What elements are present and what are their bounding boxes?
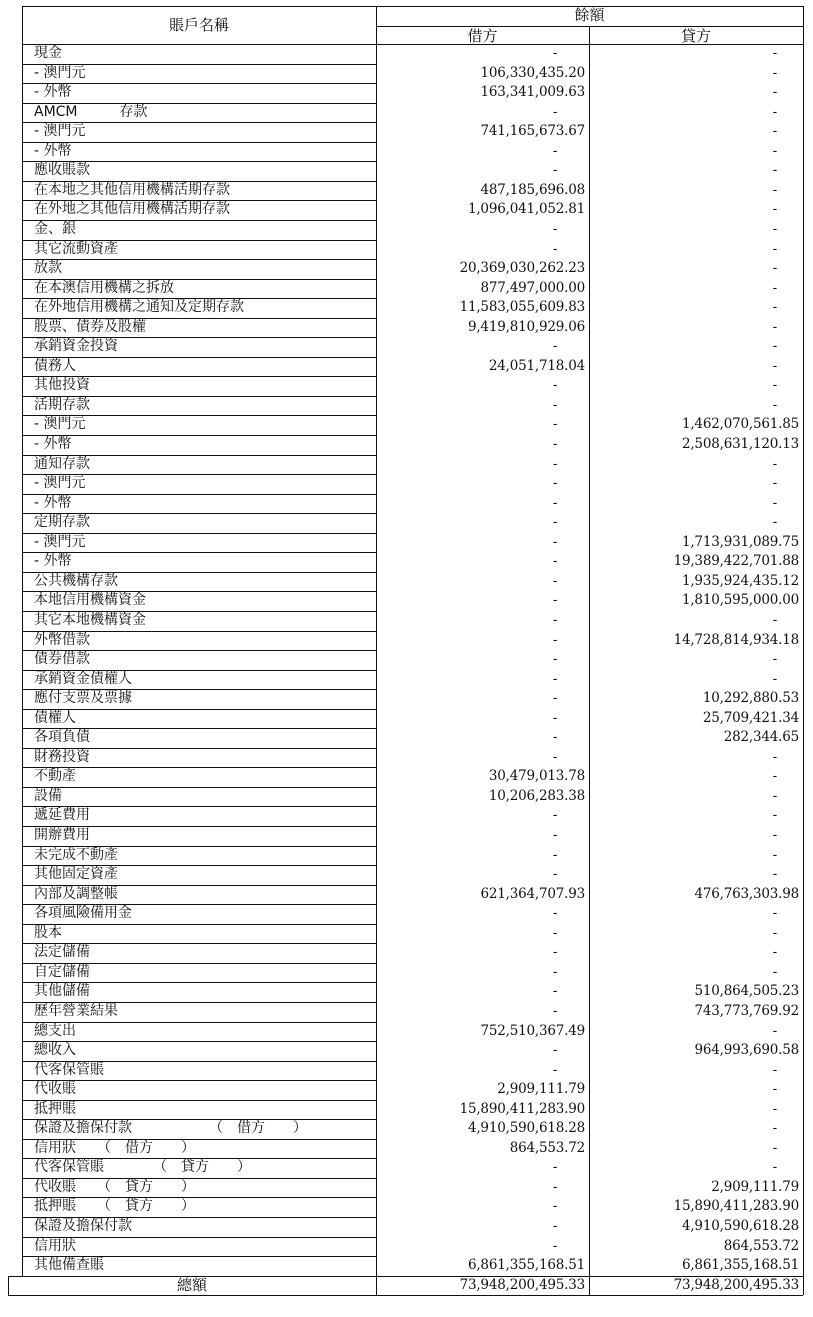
credit-cell: - (772, 651, 777, 668)
credit-cell: 1,462,070,561.85 (681, 416, 799, 433)
debit-cell: - (552, 1042, 558, 1059)
credit-cell: - (772, 1081, 777, 1098)
account-name-cell: 未完成不動產 (34, 846, 118, 863)
credit-cell: 743,773,769.92 (694, 1002, 799, 1019)
credit-cell: 4,910,590,618.28 (681, 1218, 799, 1234)
debit-cell: 2,909,111.79 (497, 1081, 585, 1098)
account-name-cell: 財務投資 (34, 748, 90, 765)
debit-cell: - (552, 162, 558, 179)
account-name-cell: - 澳門元 (34, 64, 86, 81)
account-name-cell: 其他儲備 (34, 983, 90, 1000)
credit-cell: 1,713,931,089.75 (681, 533, 799, 550)
account-name-cell: 在外地之其他信用機構活期存款 (34, 201, 230, 218)
header-bottom-border (22, 44, 803, 45)
debit-cell: 6,861,355,168.51 (467, 1257, 585, 1274)
debit-cell: 4,910,590,618.28 (467, 1120, 585, 1137)
debit-cell: 163,341,009.63 (480, 84, 585, 101)
debit-cell: - (552, 729, 558, 746)
account-name-cell: 不動產 (34, 768, 76, 785)
debit-cell: - (552, 103, 558, 120)
debit-cell: - (552, 651, 558, 668)
account-name-cell: 股本 (34, 924, 62, 941)
debit-cell: 11,583,055,609.83 (459, 299, 585, 316)
credit-cell: - (772, 1100, 777, 1117)
account-name-cell: 在外地信用機構之通知及定期存款 (34, 299, 244, 316)
account-name-cell: 在本澳信用機構之拆放 (34, 279, 174, 296)
credit-cell: - (772, 905, 777, 922)
debit-cell: 20,369,030,262.23 (459, 260, 585, 277)
credit-cell: 2,909,111.79 (711, 1178, 799, 1195)
account-name-cell: - 澳門元 (34, 475, 86, 492)
debit-cell: - (552, 45, 558, 61)
debit-cell: - (552, 670, 558, 687)
header-debit: 借方 (467, 27, 498, 45)
credit-cell: - (772, 455, 777, 472)
account-name-cell: 抵押賬 （ 貸方 ） (34, 1198, 195, 1215)
table-top-border (22, 6, 803, 7)
credit-cell: 964,993,690.58 (694, 1042, 799, 1059)
debit-cell: - (552, 142, 558, 159)
credit-cell: 2,508,631,120.13 (681, 436, 799, 452)
debit-cell: 106,330,435.20 (480, 64, 585, 81)
account-name-cell: 金、銀 (34, 220, 76, 237)
account-name-cell: 遞延費用 (34, 807, 90, 824)
credit-cell: - (772, 318, 777, 335)
debit-cell: 9,419,810,929.06 (467, 318, 585, 335)
credit-cell: - (772, 84, 777, 101)
header-credit: 貸方 (680, 27, 711, 45)
account-name-cell: 債務人 (34, 357, 76, 374)
account-name-cell: 外幣借款 (34, 631, 90, 648)
debit-cell: - (552, 866, 558, 883)
debit-cell: - (552, 963, 558, 980)
credit-cell: - (772, 181, 777, 198)
debit-cell: 752,510,367.49 (480, 1022, 585, 1039)
credit-cell: - (772, 1159, 777, 1176)
debit-cell: 10,206,283.38 (488, 787, 585, 804)
credit-cell: - (772, 279, 777, 296)
debit-column-divider (589, 26, 590, 1295)
account-name-cell: 其他備查賬 (34, 1257, 104, 1274)
credit-cell: - (772, 787, 777, 804)
credit-cell: - (772, 866, 777, 883)
debit-cell: - (552, 475, 558, 492)
account-name-cell: 其他固定資產 (34, 866, 118, 883)
credit-cell: 476,763,303.98 (694, 885, 799, 902)
debit-cell: - (552, 827, 558, 843)
account-name-cell: - 外幣 (34, 494, 72, 511)
debit-cell: - (552, 846, 558, 863)
account-name-cell: 應付支票及票據 (34, 690, 132, 707)
credit-cell: - (772, 201, 777, 218)
debit-cell: - (552, 1002, 558, 1019)
total-debit: 73,948,200,495.33 (459, 1276, 585, 1293)
debit-cell: - (552, 690, 558, 707)
account-name-cell: 其它流動資產 (34, 240, 118, 257)
credit-cell: - (772, 475, 777, 492)
credit-cell: 864,553.72 (723, 1237, 799, 1254)
credit-cell: - (772, 768, 777, 785)
account-name-cell: - 澳門元 (34, 416, 86, 433)
credit-cell: - (772, 846, 777, 863)
total-credit: 73,948,200,495.33 (673, 1276, 799, 1293)
account-name-cell: 其它本地機構資金 (34, 611, 146, 628)
account-name-cell: 法定儲備 (34, 944, 90, 961)
credit-cell: - (772, 807, 777, 824)
account-name-cell: 通知存款 (34, 455, 90, 472)
total-label: 總額 (176, 1275, 207, 1294)
credit-cell: - (772, 1022, 777, 1039)
account-name-cell: - 澳門元 (34, 533, 86, 550)
left-border (22, 6, 23, 1276)
account-name-cell: 承銷資金債權人 (34, 670, 132, 687)
account-name-cell: 現金 (34, 45, 62, 61)
account-name-cell: 活期存款 (34, 396, 90, 413)
account-name-cell: - 外幣 (34, 142, 72, 159)
credit-cell: - (772, 963, 777, 980)
debit-cell: - (552, 572, 558, 589)
debit-cell: - (552, 709, 558, 726)
account-name-cell: 代客保管賬 （ 貸方 ） (34, 1159, 251, 1176)
account-name-cell: 股票、債券及股權 (34, 318, 146, 335)
debit-cell: 24,051,718.04 (488, 357, 585, 374)
account-name-cell: - 外幣 (34, 553, 72, 570)
account-name-cell: 保證及擔保付款 （ 借方 ） (34, 1120, 307, 1137)
credit-cell: - (772, 1139, 777, 1156)
debit-cell: - (552, 1198, 558, 1215)
account-name-cell: 放款 (34, 260, 62, 277)
credit-cell: - (772, 748, 777, 765)
account-name-cell: - 澳門元 (34, 123, 86, 140)
account-name-cell: 在本地之其他信用機構活期存款 (34, 181, 230, 198)
account-name-cell: - 外幣 (34, 436, 72, 452)
credit-cell: - (772, 299, 777, 316)
account-name-cell: 定期存款 (34, 514, 90, 531)
account-name-cell: 總收入 (34, 1042, 76, 1059)
account-name-cell: AMCM 存款 (34, 103, 148, 120)
debit-cell: - (552, 748, 558, 765)
account-name-cell: 內部及調整帳 (34, 885, 118, 902)
credit-cell: 14,728,814,934.18 (673, 631, 799, 648)
credit-cell: - (772, 1061, 777, 1078)
debit-cell: 1,096,041,052.81 (467, 201, 585, 218)
debit-cell: - (552, 924, 558, 941)
account-name-cell: 應收賬款 (34, 162, 90, 179)
credit-cell: - (772, 670, 777, 687)
header-account-name: 賬戶名稱 (168, 16, 229, 34)
right-border (803, 6, 804, 1295)
account-name-cell: 設備 (34, 787, 62, 804)
debit-cell: - (552, 220, 558, 237)
credit-cell: - (772, 162, 777, 179)
total-bottom-border (8, 1295, 803, 1296)
debit-cell: 621,364,707.93 (480, 885, 585, 902)
credit-cell: - (772, 944, 777, 961)
account-name-cell: 代客保管賬 (34, 1061, 104, 1078)
account-name-cell: 信用狀 （ 借方 ） (34, 1139, 195, 1156)
debit-cell: 877,497,000.00 (480, 279, 585, 296)
debit-cell: - (552, 1218, 558, 1234)
debit-cell: - (552, 944, 558, 961)
debit-cell: - (552, 611, 558, 628)
credit-cell: - (772, 827, 777, 843)
debit-cell: - (552, 1237, 558, 1254)
credit-cell: - (772, 514, 777, 531)
credit-cell: 25,709,421.34 (702, 709, 799, 726)
account-name-cell: 其他投資 (34, 377, 90, 394)
debit-cell: - (552, 905, 558, 922)
credit-cell: 6,861,355,168.51 (681, 1257, 799, 1274)
credit-cell: 1,935,924,435.12 (681, 572, 799, 589)
credit-cell: - (772, 1120, 777, 1137)
name-column-divider (376, 6, 377, 1295)
account-name-cell: - 外幣 (34, 84, 72, 101)
account-name-cell: 代收賬 （ 貸方 ） (34, 1178, 195, 1195)
credit-cell: 19,389,422,701.88 (673, 553, 799, 570)
debit-cell: - (552, 455, 558, 472)
debit-cell: - (552, 396, 558, 413)
debit-cell: - (552, 983, 558, 1000)
credit-cell: 15,890,411,283.90 (673, 1198, 799, 1215)
account-name-cell: 本地信用機構資金 (34, 592, 146, 609)
credit-cell: - (772, 494, 777, 511)
account-name-cell: 抵押賬 (34, 1100, 76, 1117)
account-name-cell: 歷年營業結果 (34, 1002, 118, 1019)
credit-cell: - (772, 357, 777, 374)
credit-cell: - (772, 396, 777, 413)
account-name-cell: 債券借款 (34, 651, 90, 668)
account-name-cell: 開辦費用 (34, 827, 90, 843)
credit-cell: 10,292,880.53 (702, 690, 799, 707)
debit-cell: - (552, 338, 558, 355)
debit-cell: - (552, 416, 558, 433)
debit-cell: - (552, 807, 558, 824)
credit-cell: - (772, 377, 777, 394)
credit-cell: - (772, 240, 777, 257)
credit-cell: - (772, 260, 777, 277)
debit-cell: - (552, 240, 558, 257)
debit-cell: - (552, 592, 558, 609)
debit-cell: - (552, 494, 558, 511)
credit-cell: - (772, 103, 777, 120)
account-name-cell: 債權人 (34, 709, 76, 726)
credit-cell: - (772, 338, 777, 355)
debit-cell: 864,553.72 (509, 1139, 585, 1156)
account-name-cell: 承銷資金投資 (34, 338, 118, 355)
debit-cell: - (552, 631, 558, 648)
debit-cell: 15,890,411,283.90 (459, 1100, 585, 1117)
debit-cell: 30,479,013.78 (488, 768, 585, 785)
debit-cell: 741,165,673.67 (480, 123, 585, 140)
debit-cell: - (552, 436, 558, 452)
debit-cell: - (552, 553, 558, 570)
credit-cell: - (772, 924, 777, 941)
credit-cell: - (772, 123, 777, 140)
credit-cell: 1,810,595,000.00 (681, 592, 799, 609)
credit-cell: - (772, 142, 777, 159)
credit-cell: - (772, 45, 777, 61)
debit-cell: - (552, 533, 558, 550)
account-name-cell: 代收賬 (34, 1081, 76, 1098)
debit-cell: - (552, 1061, 558, 1078)
account-name-cell: 自定儲備 (34, 963, 90, 980)
debit-cell: - (552, 377, 558, 394)
account-name-cell: 各項風險備用金 (34, 905, 132, 922)
account-name-cell: 各項負債 (34, 729, 90, 746)
account-name-cell: 總支出 (34, 1022, 76, 1039)
credit-cell: 510,864,505.23 (694, 983, 799, 1000)
account-name-cell: 保證及擔保付款 (34, 1218, 132, 1234)
credit-cell: 282,344.65 (723, 729, 799, 746)
debit-cell: - (552, 514, 558, 531)
header-balance: 餘額 (574, 6, 605, 24)
debit-cell: - (552, 1159, 558, 1176)
debit-cell: - (552, 1178, 558, 1195)
credit-cell: - (772, 220, 777, 237)
debit-cell: 487,185,696.08 (480, 181, 585, 198)
account-name-cell: 信用狀 (34, 1237, 76, 1254)
credit-cell: - (772, 64, 777, 81)
account-name-cell: 公共機構存款 (34, 572, 118, 589)
credit-cell: - (772, 611, 777, 628)
